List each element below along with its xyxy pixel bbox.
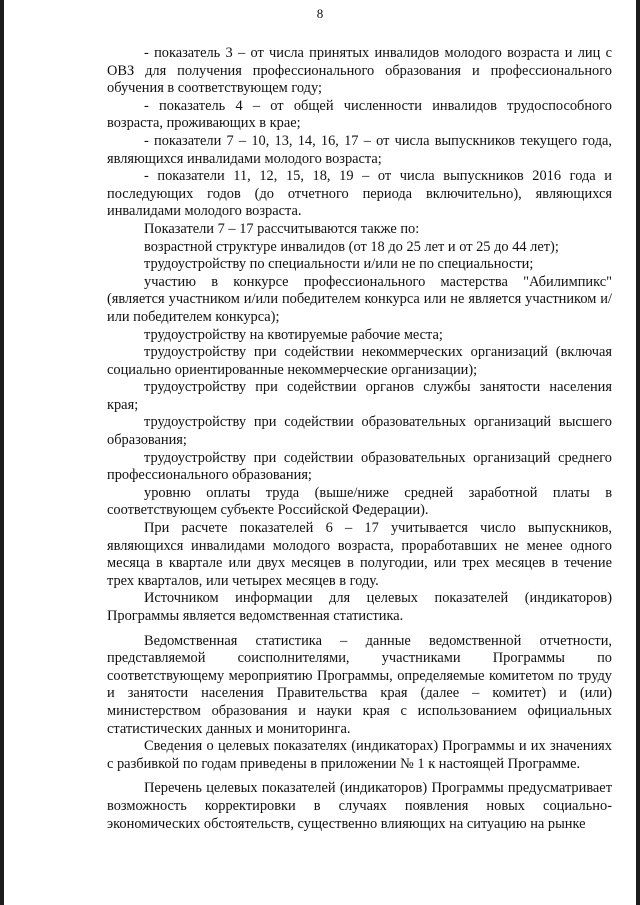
paragraph-calculation-intro: Показатели 7 – 17 рассчитываются также по:: [144, 220, 420, 237]
paragraph-graduates-count: При расчете показателей 6 – 17 учитывается число выпускников, являющихся инвалидами молодого возраста, проработавших не менее одного месяца в квартале или двух месяцев в полугодии, или трех месяцев в течение трех кварталов, или четырех месяцев в году.: [107, 520, 612, 589]
list-item-abilympics: участию в конкурсе профессионального мастерства "Абилимпикс" (является участником и/или победителем конкурса или не является участником и/или победителем конкурса);: [107, 273, 612, 325]
list-item-by-specialty: трудоустройству по специальности и/или не по специальности;: [144, 256, 534, 273]
paragraph-indicator-3: - показатель 3 – от числа принятых инвалидов молодого возраста и лиц с ОВЗ для получения профессионального образования и профессионального обучения в соответствующем году;: [107, 45, 612, 97]
list-item-secondary-vocational: трудоустройству при содействии образовательных организаций среднего профессионального образования;: [107, 449, 612, 484]
list-item-nonprofit: трудоустройству при содействии некоммерческих организаций (включая социально ориентированные некоммерческие организации);: [107, 344, 612, 378]
list-item-higher-education: трудоустройству при содействии образовательных организаций высшего образования;: [107, 414, 612, 449]
paragraph-information-source: Источником информации для целевых показателей (индикаторов) Программы является ведомственная статистика.: [107, 590, 612, 624]
page-number: 8: [316, 6, 324, 21]
list-item-age-structure: возрастной структуре инвалидов (от 18 до 25 лет и от 25 до 44 лет);: [144, 238, 559, 255]
paragraph-indicator-4: - показатель 4 – от общей численности инвалидов трудоспособного возраста, проживающих в крае;: [107, 97, 612, 132]
paragraph-departmental-statistics: Ведомственная статистика – данные ведомственной отчетности, представляемой соисполнителями, участниками Программы по соответствующему мероприятию Программы, определяемые комитетом по труду и занятости населения Правительства края (далее – комитет) и (или) министерством образования и науки края с использованием официальных статистических данных и мониторинга.: [107, 632, 612, 737]
scan-edge-right: [636, 0, 640, 905]
list-item-quota-jobs: трудоустройству на квотируемые рабочие места;: [144, 326, 443, 343]
paragraph-indicator-list: Перечень целевых показателей (индикаторов) Программы предусматривает возможность корректировки в случаях появления новых социально-экономических обстоятельств, существенно влияющих на ситуацию на рынке: [107, 780, 612, 832]
list-item-employment-service: трудоустройству при содействии органов службы занятости населения края;: [107, 379, 612, 413]
document-body: [107, 45, 612, 833]
list-item-wage-level: уровню оплаты труда (выше/ниже средней заработной платы в соответствующем субъекте Российской Федерации).: [107, 484, 612, 519]
paragraph-indicators-7-17: - показатели 7 – 10, 13, 14, 16, 17 – от числа выпускников текущего года, являющихся инвалидами молодого возраста;: [107, 132, 612, 167]
paragraph-indicator-values: Сведения о целевых показателях (индикаторах) Программы и их значениях с разбивкой по годам приведены в приложении № 1 к настоящей Программе.: [107, 738, 612, 772]
scan-edge-left: [0, 0, 4, 905]
paragraph-indicators-11-19: - показатели 11, 12, 15, 18, 19 – от числа выпускников 2016 года и последующих годов (до отчетного периода включительно), являющихся инвалидами молодого возраста.: [107, 168, 612, 220]
